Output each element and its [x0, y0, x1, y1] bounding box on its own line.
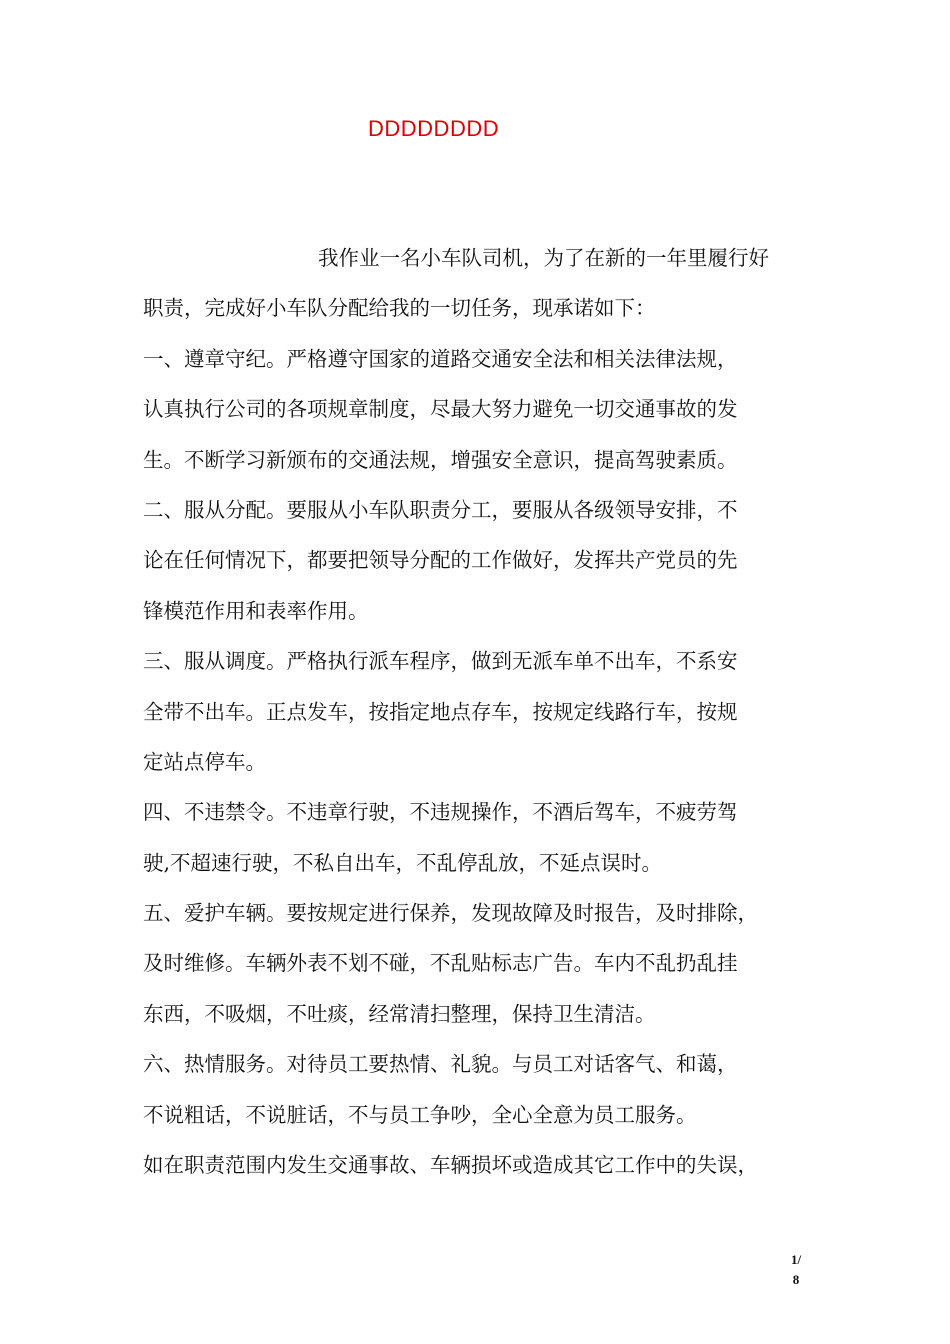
paragraph-line: 全带不出车。正点发车，按指定地点存车，按规定线路行车，按规 [143, 699, 738, 724]
paragraph-line: 六、热情服务。对待员工要热情、礼貌。与员工对话客气、和蔼， [143, 1052, 738, 1077]
paragraph-line: 职责，完成好小车队分配给我的一切任务，现承诺如下： [143, 296, 656, 321]
page-number-total: 8 [792, 1272, 800, 1287]
paragraph-line: 三、服从调度。严格执行派车程序，做到无派车单不出车，不系安 [143, 649, 738, 674]
paragraph-line: 二、服从分配。要服从小车队职责分工，要服从各级领导安排，不 [143, 497, 738, 522]
page-title: DDDDDDDD [368, 116, 500, 141]
paragraph-line: 一、遵章守纪。严格遵守国家的道路交通安全法和相关法律法规， [143, 346, 738, 371]
paragraph-line: 锋模范作用和表率作用。 [143, 598, 369, 623]
paragraph-line: 四、不违禁令。不违章行驶，不违规操作，不酒后驾车，不疲劳驾 [143, 800, 738, 825]
paragraph-line: 东西，不吸烟，不吐痰，经常清扫整理，保持卫生清洁。 [143, 1001, 656, 1026]
paragraph-line: 认真执行公司的各项规章制度，尽最大努力避免一切交通事故的发 [143, 397, 738, 422]
page-number-current: 1/ [790, 1252, 802, 1267]
paragraph-line: 如在职责范围内发生交通事故、车辆损坏或造成其它工作中的失误， [143, 1153, 758, 1178]
page-number [786, 1250, 806, 1290]
paragraph-line: 及时维修。车辆外表不划不碰，不乱贴标志广告。车内不乱扔乱挂 [143, 951, 738, 976]
document-body [143, 233, 813, 1190]
paragraph-line: 驶,不超速行驶，不私自出车，不乱停乱放，不延点误时。 [143, 850, 663, 875]
paragraph-line: 我作业一名小车队司机，为了在新的一年里履行好 [318, 246, 769, 270]
paragraph-line: 定站点停车。 [143, 749, 266, 774]
paragraph-line: 生。不断学习新颁布的交通法规，增强安全意识，提高驾驶素质。 [143, 447, 738, 472]
paragraph-line: 五、爱护车辆。要按规定进行保养，发现故障及时报告，及时排除， [143, 901, 758, 926]
paragraph-line: 不说粗话，不说脏话，不与员工争吵，全心全意为员工服务。 [143, 1102, 697, 1127]
paragraph-line: 论在任何情况下，都要把领导分配的工作做好，发挥共产党员的先 [143, 548, 738, 573]
